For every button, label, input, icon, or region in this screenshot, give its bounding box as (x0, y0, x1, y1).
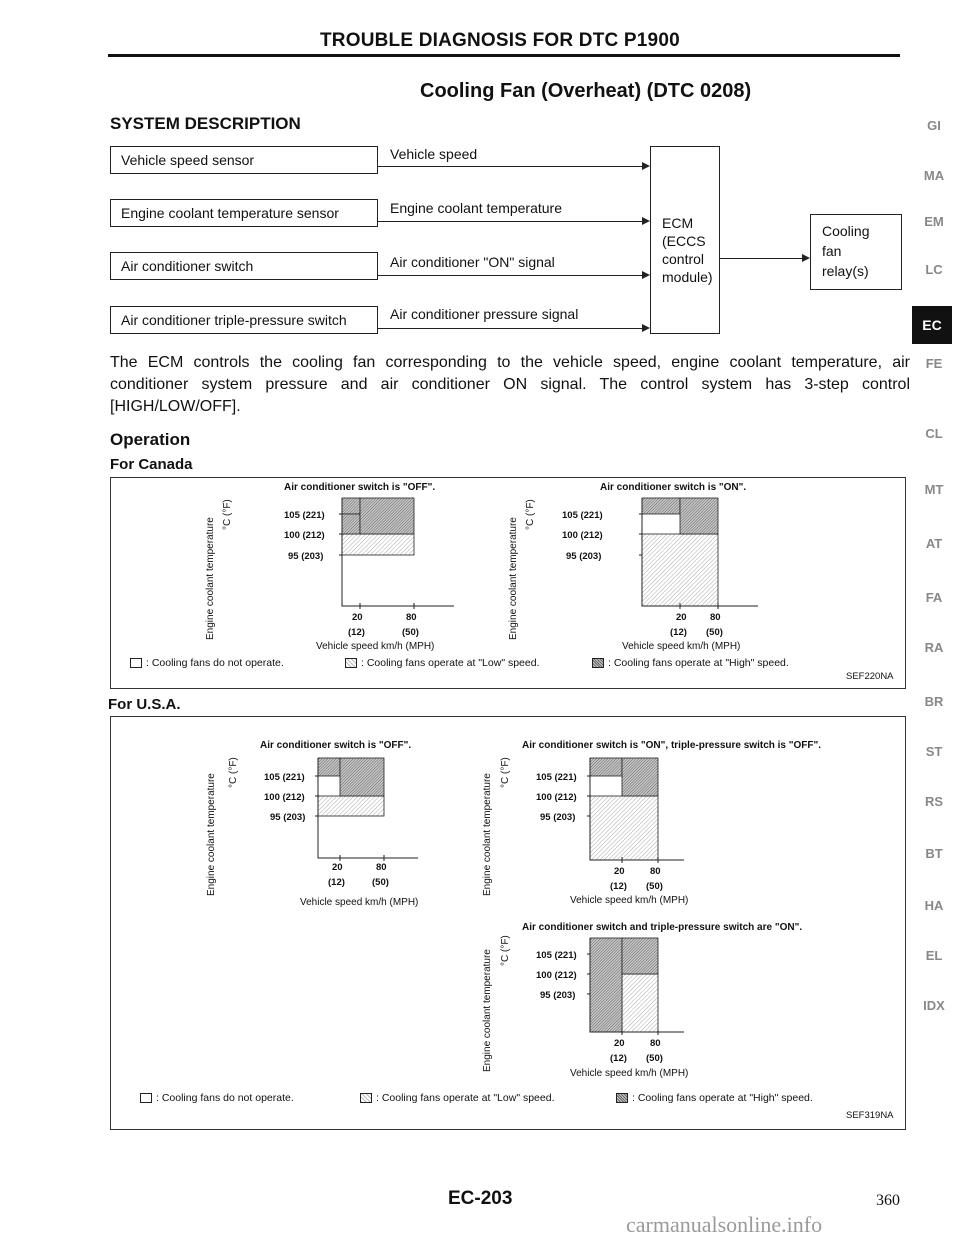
section-title: Cooling Fan (Overheat) (DTC 0208) (420, 80, 752, 102)
canada-heading: For Canada (110, 456, 193, 473)
sensor-box-ac-switch: Air conditioner switch (110, 252, 378, 280)
x-tick-mph-50: (50) (706, 627, 723, 638)
y-tick-95: 95 (203) (540, 812, 576, 823)
legend-low (360, 1092, 555, 1104)
ecm-label-line: control (662, 251, 705, 267)
side-tab-br[interactable]: BR (924, 694, 944, 709)
ecm-label-line: module) (662, 269, 713, 285)
x-axis-label: Vehicle speed km/h (MPH) (300, 897, 419, 908)
x-tick-20: 20 (676, 612, 687, 623)
x-tick-mph-50: (50) (646, 881, 663, 892)
y-axis-label: Engine coolant temperature (482, 773, 493, 896)
x-axis-label: Vehicle speed km/h (MPH) (570, 895, 689, 906)
legend-low-text: : Cooling fans operate at "Low" speed. (361, 657, 540, 669)
fan-chart-2 (639, 498, 758, 609)
x-tick-80: 80 (710, 612, 721, 623)
side-tab-ha[interactable]: HA (924, 898, 944, 913)
legend-off (140, 1092, 294, 1104)
page-number: 360 (876, 1192, 900, 1209)
signal-label-ac-on: Air conditioner "ON" signal (390, 254, 555, 270)
x-tick-80: 80 (376, 862, 387, 873)
chart-title: Air conditioner switch is "ON", triple-pressure switch is "OFF". (522, 740, 822, 751)
chart-title: Air conditioner switch is "OFF". (284, 482, 436, 493)
y-unit-label: °C (°F) (500, 757, 511, 788)
side-tab-st[interactable]: ST (925, 744, 943, 759)
x-tick-mph-12: (12) (348, 627, 365, 638)
page-code: EC-203 (448, 1188, 513, 1209)
legend-high-swatch (592, 658, 604, 668)
chart-title: Air conditioner switch and triple-pressure switch are "ON". (522, 922, 803, 933)
fan-chart-1 (339, 498, 454, 609)
zone-high (342, 514, 360, 534)
side-tab-idx[interactable]: IDX (923, 998, 945, 1013)
side-tab-bt[interactable]: BT (925, 846, 943, 861)
usa-heading: For U.S.A. (108, 696, 181, 713)
x-tick-20: 20 (614, 1038, 625, 1049)
x-tick-mph-50: (50) (402, 627, 419, 638)
y-tick-105: 105 (221) (536, 772, 577, 783)
side-tab-gi[interactable]: GI (927, 118, 941, 133)
figure-code: SEF319NA (846, 1110, 894, 1121)
chart-title: Air conditioner switch is "OFF". (260, 740, 412, 751)
side-tab-ec[interactable]: EC (912, 306, 952, 344)
x-axis-label: Vehicle speed km/h (MPH) (570, 1068, 689, 1079)
side-tab-mt[interactable]: MT (924, 482, 944, 497)
y-tick-95: 95 (203) (288, 551, 324, 562)
y-unit-label: °C (°F) (228, 757, 239, 788)
x-tick-80: 80 (406, 612, 417, 623)
y-axis-label: Engine coolant temperature (482, 949, 493, 1072)
side-tab-cl[interactable]: CL (925, 426, 943, 441)
zone-high (642, 498, 680, 514)
x-tick-mph-12: (12) (610, 1053, 627, 1064)
page-header-title: TROUBLE DIAGNOSIS FOR DTC P1900 (320, 30, 680, 51)
legend-off (130, 657, 284, 669)
zone-high (360, 498, 414, 534)
signal-label-pressure: Air conditioner pressure signal (390, 306, 579, 322)
zone-high (342, 498, 360, 514)
zone-low (642, 534, 718, 606)
y-axis-label: Engine coolant temperature (205, 517, 216, 640)
x-tick-mph-50: (50) (372, 877, 389, 888)
description-paragraph: The ECM controls the cooling fan corresponding to the vehicle speed, engine coolant temperature, air conditioner system pressure and air conditioner ON signal. The control system has 3-step control [HIGH/LOW/OFF]. (110, 354, 910, 415)
y-tick-100: 100 (212) (536, 970, 577, 981)
side-tab-ra[interactable]: RA (924, 640, 944, 655)
x-tick-mph-12: (12) (328, 877, 345, 888)
sensor-box-coolant: Engine coolant temperature sensor (110, 199, 378, 227)
x-tick-mph-50: (50) (646, 1053, 663, 1064)
legend-low-text: : Cooling fans operate at "Low" speed. (376, 1092, 555, 1104)
y-unit-label: °C (°F) (525, 499, 536, 530)
side-tab-rs[interactable]: RS (924, 794, 944, 809)
sensor-box-vehicle-speed: Vehicle speed sensor (110, 146, 378, 174)
x-tick-20: 20 (614, 866, 625, 877)
side-tab-fe[interactable]: FE (925, 356, 943, 371)
x-tick-80: 80 (650, 1038, 661, 1049)
y-tick-100: 100 (212) (562, 530, 603, 541)
y-tick-100: 100 (212) (536, 792, 577, 803)
relay-label-line: relay(s) (822, 263, 869, 279)
y-tick-95: 95 (203) (540, 990, 576, 1001)
y-axis-label: Engine coolant temperature (508, 517, 519, 640)
legend-off-text: : Cooling fans do not operate. (156, 1092, 294, 1104)
ecm-label-line: (ECCS (662, 233, 706, 249)
figure-code: SEF220NA (846, 671, 894, 682)
side-tab-lc[interactable]: LC (925, 262, 943, 277)
operation-heading: Operation (110, 430, 191, 449)
relay-label-line: Cooling (822, 223, 870, 239)
side-tab-em[interactable]: EM (924, 214, 944, 229)
y-tick-105: 105 (221) (284, 510, 325, 521)
x-tick-mph-12: (12) (670, 627, 687, 638)
zone-low (342, 534, 414, 555)
y-unit-label: °C (°F) (222, 499, 233, 530)
legend-off-swatch (140, 1093, 152, 1103)
ecm-label-line: ECM (662, 215, 694, 231)
relay-label-line: fan (822, 243, 842, 259)
zone-high (680, 498, 718, 534)
legend-low (345, 657, 540, 669)
legend-high (616, 1092, 813, 1104)
y-tick-105: 105 (221) (264, 772, 305, 783)
system-description-heading: SYSTEM DESCRIPTION (110, 114, 301, 133)
y-tick-105: 105 (221) (562, 510, 603, 521)
y-axis-label: Engine coolant temperature (206, 773, 217, 896)
legend-high (592, 657, 789, 669)
signal-label-vehicle-speed: Vehicle speed (390, 146, 478, 162)
signal-label-coolant: Engine coolant temperature (390, 200, 562, 216)
side-tab-at[interactable]: AT (925, 536, 943, 551)
y-tick-100: 100 (212) (264, 792, 305, 803)
sensor-box-triple-pressure: Air conditioner triple-pressure switch (110, 306, 378, 334)
side-tab-ma[interactable]: MA (923, 168, 945, 183)
legend-low-swatch (360, 1093, 372, 1103)
legend-off-text: : Cooling fans do not operate. (146, 657, 284, 669)
watermark: carmanualsonline.info (626, 1212, 823, 1237)
y-tick-95: 95 (203) (270, 812, 306, 823)
legend-high-text: : Cooling fans operate at "High" speed. (632, 1092, 813, 1104)
y-unit-label: °C (°F) (500, 935, 511, 966)
x-axis-label: Vehicle speed km/h (MPH) (316, 641, 435, 652)
y-tick-100: 100 (212) (284, 530, 325, 541)
y-tick-105: 105 (221) (536, 950, 577, 961)
side-tab-fa[interactable]: FA (925, 590, 943, 605)
x-tick-20: 20 (332, 862, 343, 873)
legend-high-text: : Cooling fans operate at "High" speed. (608, 657, 789, 669)
side-tab-el[interactable]: EL (925, 948, 943, 963)
x-axis-label: Vehicle speed km/h (MPH) (622, 641, 741, 652)
legend-low-swatch (345, 658, 357, 668)
legend-high-swatch (616, 1093, 628, 1103)
legend-off-swatch (130, 658, 142, 668)
x-tick-20: 20 (352, 612, 363, 623)
x-tick-80: 80 (650, 866, 661, 877)
y-tick-95: 95 (203) (566, 551, 602, 562)
chart-title: Air conditioner switch is "ON". (600, 482, 747, 493)
x-tick-mph-12: (12) (610, 881, 627, 892)
